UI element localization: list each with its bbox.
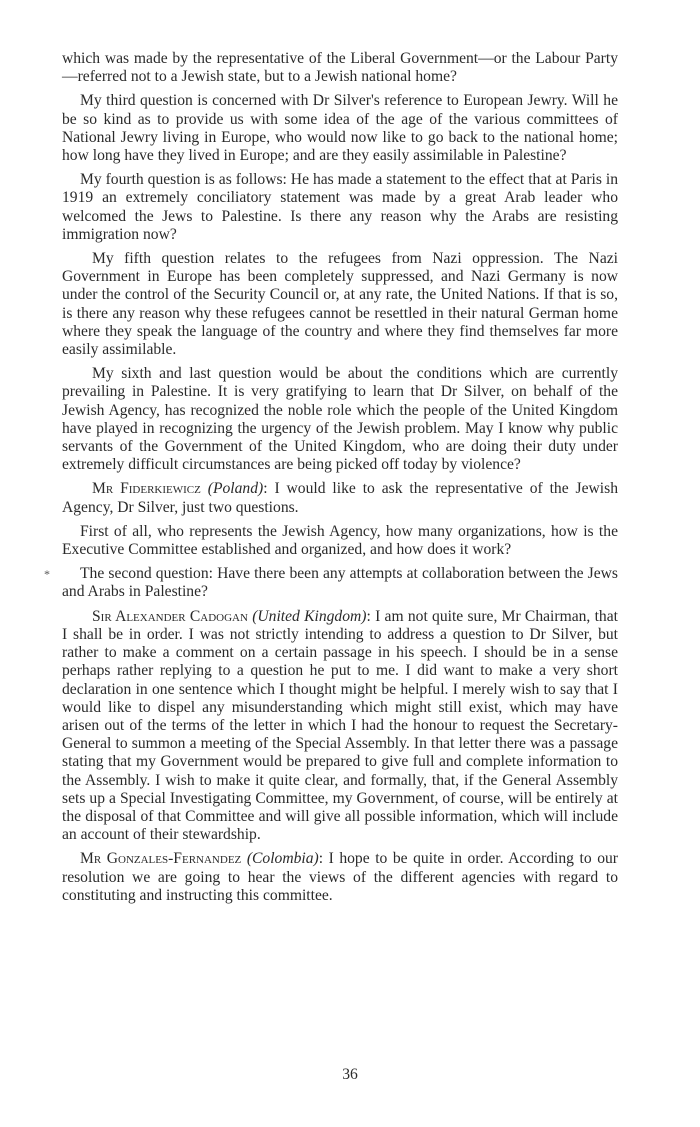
speech-text: : I am not quite sure, Mr Chairman, that I shall be in order. I was not strictly intending to address a question to Dr Silver, but rather to make a comment on a certain passage in his speech. I should be in a sense perhaps rather replying to a question he put to me. I did want to make a very short declaration in one sentence which I thought might be helpful. I merely wish to say that I would like to dispel any misunderstanding which might still exist, which may have arisen out of the terms of the letter in which I had the honour to request the Secretary-General to summon a meeting of the Special Assembly. In that letter there was a passage stating that my Government would be prepared to give full and complete information to the Assembly. I wish to make it quite clear, and formally, that, if the General Assembly sets up a Special Investigating Committee, my Government, of course, will be entirely at the disposal of that Committee and will give all possible information, which will include an account of their stewardship. xyxy=(62,607,618,844)
speaker-name: Sir Alexander Cadogan xyxy=(92,607,248,625)
paragraph-2: My third question is concerned with Dr Silver's reference to European Jewry. Will he be so kind as to provide us with some idea of the age of the various committees of National Jewry living in Europe, who would now like to go back to the national home; how long have they lived in Europe; and are they easily assimilable in Palestine? xyxy=(62,92,618,165)
speech-text: : I hope to be quite in order. According to our resolution we are going to hear the views of the different agencies with regard to constituting and instructing this committee. xyxy=(62,850,618,904)
speech-text: : I would like to ask the representative of the Jewish Agency, Dr Silver, just two questions. xyxy=(62,480,618,516)
paragraph-7: First of all, who represents the Jewish Agency, how many organizations, how is the Executive Committee established and organized, and how does it work? xyxy=(62,522,618,559)
speaker-country: (Colombia) xyxy=(246,850,319,868)
speaker-name: Mr Gonzales-Fernandez xyxy=(80,850,242,868)
paragraph-5: My sixth and last question would be about the conditions which are currently prevailing in Palestine. It is very gratifying to learn that Dr Silver, on behalf of the Jewish Agency, has recognized the noble role which the people of the United Kingdom have played in recognizing the urgency of the Jewish problem. May I know why public servants of the Government of the United Kingdom, who are doing their duty under extremely difficult circumstances are being picked off today by violence? xyxy=(62,365,618,474)
paragraph-9-united-kingdom xyxy=(62,608,618,845)
paragraph-8: The second question: Have there been any attempts at collaboration between the Jews and Arabs in Palestine? xyxy=(62,565,618,601)
paragraph-6-poland xyxy=(62,480,618,516)
paragraph-3: My fourth question is as follows: He has made a statement to the effect that at Paris in 1919 an extremely conciliatory statement was made by a great Arab leader who welcomed the Jews to Palestine. Is there any reason why the Arabs are resisting immigration now? xyxy=(62,171,618,243)
paragraph-4: My fifth question relates to the refugees from Nazi oppression. The Nazi Government in Europe has been completely suppressed, and Nazi Germany is now under the control of the Security Council or, at any rate, the United Nations. If that is so, is there any reason why these refugees cannot be resettled in their natural German home where they speak the language of the country and where they find themselves far more easily assimilable. xyxy=(62,250,618,359)
speaker-name: Mr Fiderkiewicz xyxy=(92,480,201,498)
paragraph-1: which was made by the representative of the Liberal Government—or the Labour Party—referred not to a Jewish state, but to a Jewish national home? xyxy=(62,50,618,86)
page-number: 36 xyxy=(342,1066,358,1083)
document-body xyxy=(62,50,618,911)
speaker-country: (Poland) xyxy=(207,480,264,498)
speaker-country: (United Kingdom) xyxy=(252,607,367,625)
margin-mark: * xyxy=(44,567,50,581)
paragraph-10-colombia xyxy=(62,850,618,905)
